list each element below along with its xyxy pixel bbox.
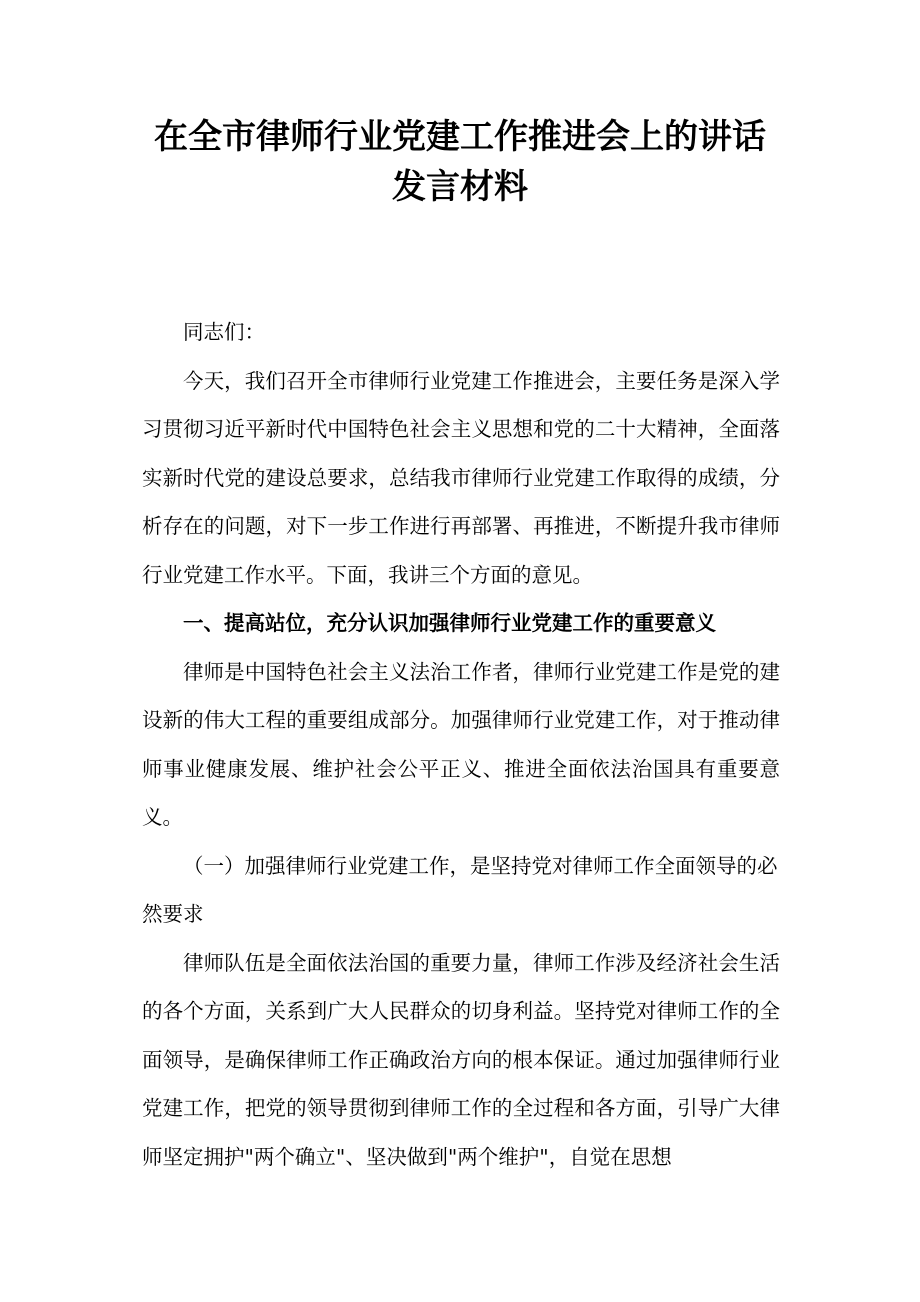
section-1-paragraph: 律师是中国特色社会主义法治工作者，律师行业党建工作是党的建设新的伟大工程的重要组成部分。加强律师行业党建工作，对于推动律师事业健康发展、维护社会公平正义、推进全面依法治国具有重要意义。	[142, 659, 780, 829]
subsection-1-paragraph: 律师队伍是全面依法治国的重要力量，律师工作涉及经济社会生活的各个方面，关系到广大人民群众的切身利益。坚持党对律师工作的全面领导，是确保律师工作正确政治方向的根本保证。通过加强律师行业党建工作，把党的领导贯彻到律师工作的全过程和各方面，引导广大律师坚定拥护"两个确立"、坚决做到"两个维护"，自觉在思想	[142, 950, 780, 1169]
intro-paragraph: 今天，我们召开全市律师行业党建工作推进会，主要任务是深入学习贯彻习近平新时代中国特色社会主义思想和党的二十大精神，全面落实新时代党的建设总要求，总结我市律师行业党建工作取得的成绩，分析存在的问题，对下一步工作进行再部署、再推进，不断提升我市律师行业党建工作水平。下面，我讲三个方面的意见。	[142, 368, 780, 587]
title-line-1: 在全市律师行业党建工作推进会上的讲话	[154, 117, 766, 157]
subsection-1-heading: （一）加强律师行业党建工作，是坚持党对律师工作全面领导的必然要求	[142, 853, 778, 926]
document-title	[100, 112, 820, 212]
title-line-2: 发言材料	[392, 167, 528, 207]
document-body	[142, 308, 780, 1181]
salutation: 同志们：	[183, 320, 265, 344]
section-1-heading: 一、提高站位，充分认识加强律师行业党建工作的重要意义	[183, 611, 716, 635]
